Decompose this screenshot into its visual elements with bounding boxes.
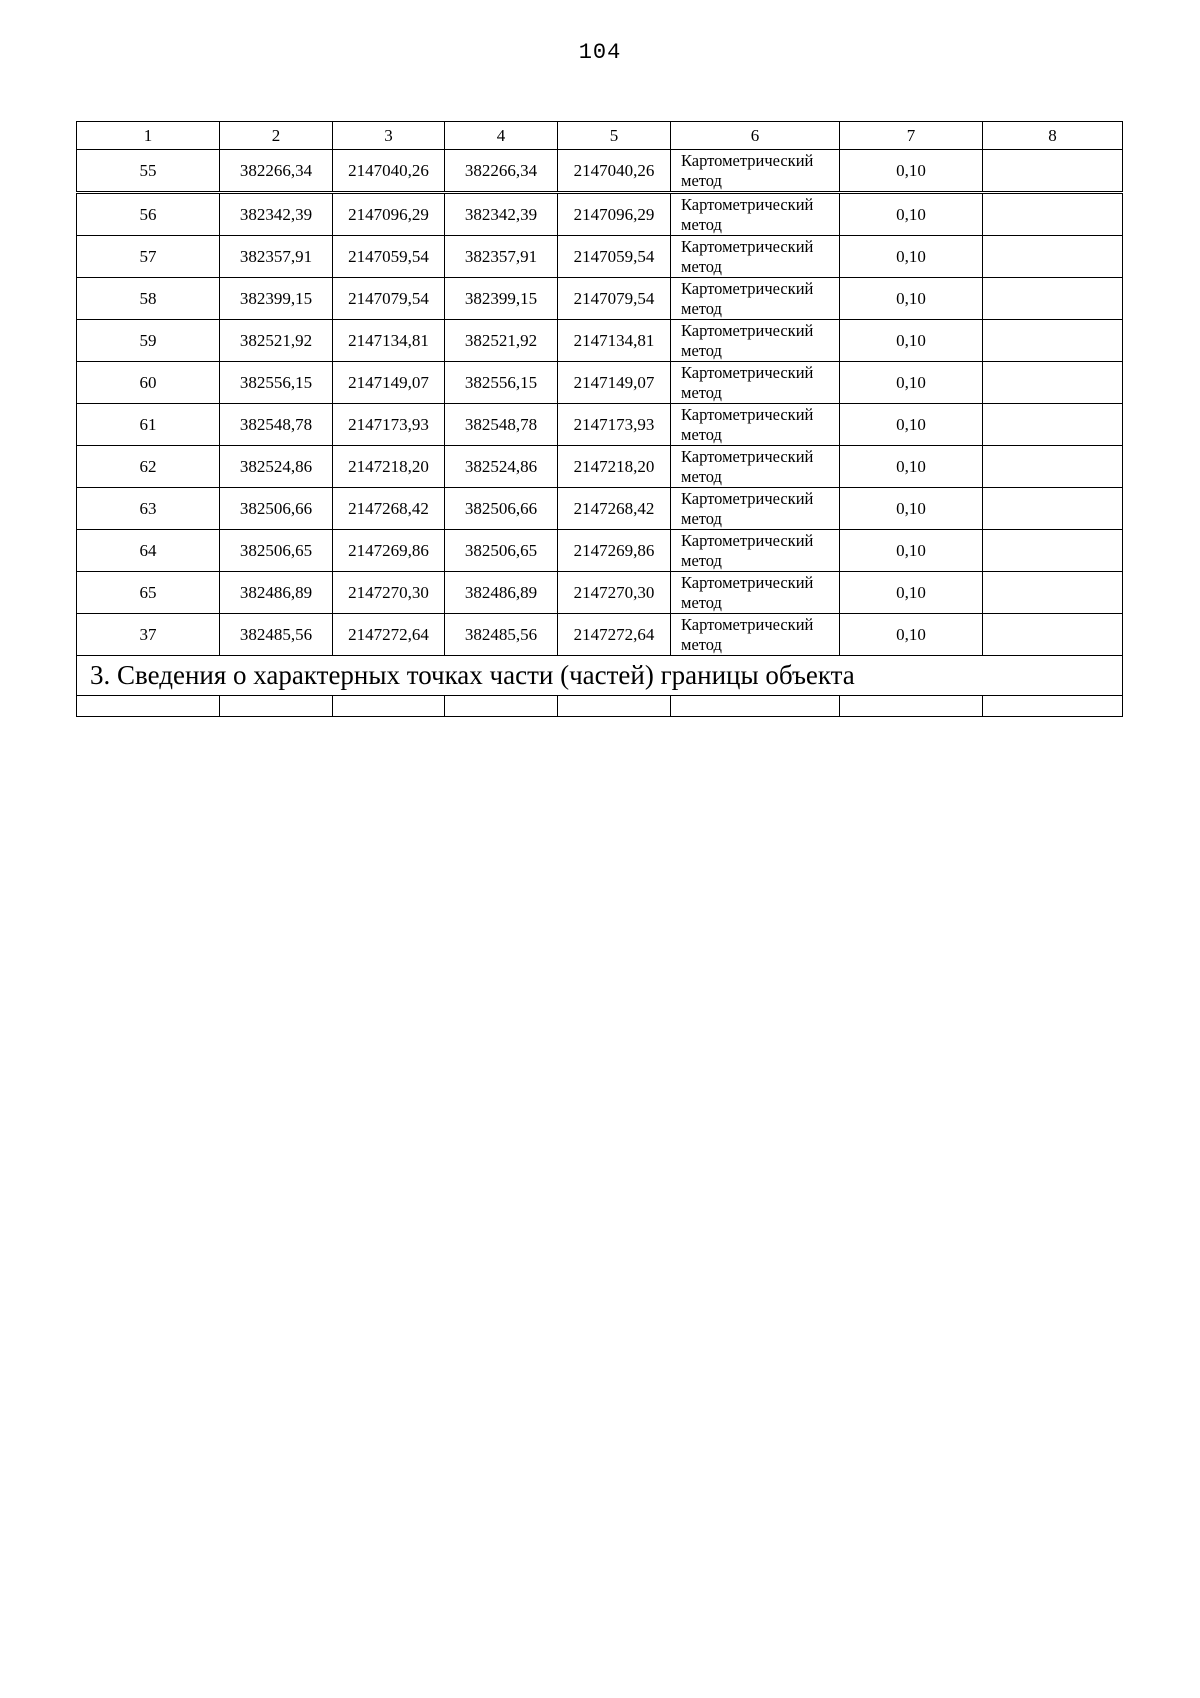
accuracy-cell: 0,10 <box>840 530 983 572</box>
x-coordinate-cell: 382548,78 <box>220 404 333 446</box>
x-coordinate-cell: 382342,39 <box>445 193 558 236</box>
point-number-cell: 61 <box>77 404 220 446</box>
method-cell <box>671 614 840 656</box>
y-coordinate-cell: 2147149,07 <box>558 362 671 404</box>
empty-cell <box>671 696 840 717</box>
accuracy-cell: 0,10 <box>840 150 983 193</box>
method-line: метод <box>681 298 722 318</box>
table-row <box>77 278 1123 320</box>
table-row <box>77 488 1123 530</box>
y-coordinate-cell: 2147269,86 <box>333 530 445 572</box>
accuracy-cell: 0,10 <box>840 404 983 446</box>
note-cell <box>983 320 1123 362</box>
column-header: 5 <box>558 122 671 150</box>
point-number-cell: 64 <box>77 530 220 572</box>
column-header: 8 <box>983 122 1123 150</box>
note-cell <box>983 236 1123 278</box>
table-row <box>77 404 1123 446</box>
y-coordinate-cell: 2147173,93 <box>333 404 445 446</box>
table-row <box>77 446 1123 488</box>
y-coordinate-cell: 2147272,64 <box>333 614 445 656</box>
note-cell <box>983 614 1123 656</box>
x-coordinate-cell: 382357,91 <box>220 236 333 278</box>
x-coordinate-cell: 382486,89 <box>220 572 333 614</box>
method-cell <box>671 530 840 572</box>
column-header: 2 <box>220 122 333 150</box>
accuracy-cell: 0,10 <box>840 614 983 656</box>
x-coordinate-cell: 382556,15 <box>220 362 333 404</box>
y-coordinate-cell: 2147134,81 <box>333 320 445 362</box>
y-coordinate-cell: 2147079,54 <box>333 278 445 320</box>
accuracy-cell: 0,10 <box>840 488 983 530</box>
x-coordinate-cell: 382556,15 <box>445 362 558 404</box>
method-line: метод <box>681 340 722 360</box>
y-coordinate-cell: 2147270,30 <box>333 572 445 614</box>
y-coordinate-cell: 2147270,30 <box>558 572 671 614</box>
empty-row <box>77 696 1123 717</box>
x-coordinate-cell: 382524,86 <box>445 446 558 488</box>
method-line: Картометрический <box>681 194 814 214</box>
column-header: 4 <box>445 122 558 150</box>
page-number: 104 <box>578 40 622 65</box>
column-header: 1 <box>77 122 220 150</box>
y-coordinate-cell: 2147173,93 <box>558 404 671 446</box>
method-line: Картометрический <box>681 404 814 424</box>
y-coordinate-cell: 2147096,29 <box>333 193 445 236</box>
note-cell <box>983 150 1123 193</box>
point-number-cell: 58 <box>77 278 220 320</box>
method-line: Картометрический <box>681 362 814 382</box>
x-coordinate-cell: 382399,15 <box>220 278 333 320</box>
empty-cell <box>840 696 983 717</box>
empty-cell <box>445 696 558 717</box>
table-row <box>77 614 1123 656</box>
method-line: метод <box>681 550 722 570</box>
y-coordinate-cell: 2147218,20 <box>333 446 445 488</box>
method-line: Картометрический <box>681 614 814 634</box>
method-line: Картометрический <box>681 320 814 340</box>
empty-cell <box>333 696 445 717</box>
x-coordinate-cell: 382399,15 <box>445 278 558 320</box>
method-line: Картометрический <box>681 446 814 466</box>
note-cell <box>983 404 1123 446</box>
method-line: метод <box>681 170 722 190</box>
method-cell <box>671 362 840 404</box>
column-header: 7 <box>840 122 983 150</box>
accuracy-cell: 0,10 <box>840 572 983 614</box>
y-coordinate-cell: 2147149,07 <box>333 362 445 404</box>
method-cell <box>671 236 840 278</box>
x-coordinate-cell: 382548,78 <box>445 404 558 446</box>
method-cell <box>671 488 840 530</box>
method-cell <box>671 150 840 193</box>
x-coordinate-cell: 382357,91 <box>445 236 558 278</box>
method-line: метод <box>681 214 722 234</box>
y-coordinate-cell: 2147079,54 <box>558 278 671 320</box>
y-coordinate-cell: 2147218,20 <box>558 446 671 488</box>
method-line: метод <box>681 634 722 654</box>
table-row <box>77 320 1123 362</box>
y-coordinate-cell: 2147059,54 <box>333 236 445 278</box>
point-number-cell: 57 <box>77 236 220 278</box>
accuracy-cell: 0,10 <box>840 320 983 362</box>
y-coordinate-cell: 2147134,81 <box>558 320 671 362</box>
point-number-cell: 62 <box>77 446 220 488</box>
y-coordinate-cell: 2147059,54 <box>558 236 671 278</box>
empty-cell <box>77 696 220 717</box>
method-cell <box>671 193 840 236</box>
x-coordinate-cell: 382266,34 <box>445 150 558 193</box>
method-line: метод <box>681 382 722 402</box>
y-coordinate-cell: 2147040,26 <box>333 150 445 193</box>
method-line: Картометрический <box>681 236 814 256</box>
table-row <box>77 572 1123 614</box>
method-cell <box>671 404 840 446</box>
y-coordinate-cell: 2147268,42 <box>558 488 671 530</box>
x-coordinate-cell: 382486,89 <box>445 572 558 614</box>
section-title: 3. Сведения о характерных точках части (частей) границы объекта <box>77 656 1123 696</box>
point-number-cell: 56 <box>77 193 220 236</box>
accuracy-cell: 0,10 <box>840 362 983 404</box>
section-title-row <box>77 656 1123 696</box>
accuracy-cell: 0,10 <box>840 236 983 278</box>
y-coordinate-cell: 2147268,42 <box>333 488 445 530</box>
method-cell <box>671 278 840 320</box>
table-row <box>77 530 1123 572</box>
method-line: Картометрический <box>681 488 814 508</box>
note-cell <box>983 572 1123 614</box>
point-number-cell: 59 <box>77 320 220 362</box>
note-cell <box>983 446 1123 488</box>
column-header: 3 <box>333 122 445 150</box>
y-coordinate-cell: 2147269,86 <box>558 530 671 572</box>
x-coordinate-cell: 382485,56 <box>220 614 333 656</box>
method-line: метод <box>681 592 722 612</box>
table-row <box>77 193 1123 236</box>
method-cell <box>671 572 840 614</box>
accuracy-cell: 0,10 <box>840 278 983 320</box>
x-coordinate-cell: 382266,34 <box>220 150 333 193</box>
method-line: метод <box>681 424 722 444</box>
method-line: Картометрический <box>681 150 814 170</box>
table-row <box>77 362 1123 404</box>
method-cell <box>671 446 840 488</box>
x-coordinate-cell: 382521,92 <box>445 320 558 362</box>
method-cell <box>671 320 840 362</box>
note-cell <box>983 530 1123 572</box>
note-cell <box>983 278 1123 320</box>
point-number-cell: 37 <box>77 614 220 656</box>
table-row <box>77 236 1123 278</box>
method-line: метод <box>681 256 722 276</box>
x-coordinate-cell: 382521,92 <box>220 320 333 362</box>
y-coordinate-cell: 2147096,29 <box>558 193 671 236</box>
empty-cell <box>558 696 671 717</box>
x-coordinate-cell: 382342,39 <box>220 193 333 236</box>
point-number-cell: 55 <box>77 150 220 193</box>
point-number-cell: 65 <box>77 572 220 614</box>
coordinates-table <box>76 121 1123 717</box>
method-line: Картометрический <box>681 278 814 298</box>
method-line: метод <box>681 508 722 528</box>
x-coordinate-cell: 382506,65 <box>220 530 333 572</box>
method-line: метод <box>681 466 722 486</box>
accuracy-cell: 0,10 <box>840 193 983 236</box>
empty-cell <box>220 696 333 717</box>
note-cell <box>983 362 1123 404</box>
note-cell <box>983 488 1123 530</box>
x-coordinate-cell: 382506,66 <box>220 488 333 530</box>
method-line: Картометрический <box>681 530 814 550</box>
table-header-row <box>77 122 1123 150</box>
x-coordinate-cell: 382506,65 <box>445 530 558 572</box>
accuracy-cell: 0,10 <box>840 446 983 488</box>
x-coordinate-cell: 382506,66 <box>445 488 558 530</box>
y-coordinate-cell: 2147040,26 <box>558 150 671 193</box>
method-line: Картометрический <box>681 572 814 592</box>
table-row <box>77 150 1123 193</box>
point-number-cell: 60 <box>77 362 220 404</box>
x-coordinate-cell: 382485,56 <box>445 614 558 656</box>
x-coordinate-cell: 382524,86 <box>220 446 333 488</box>
point-number-cell: 63 <box>77 488 220 530</box>
column-header: 6 <box>671 122 840 150</box>
empty-cell <box>983 696 1123 717</box>
note-cell <box>983 193 1123 236</box>
y-coordinate-cell: 2147272,64 <box>558 614 671 656</box>
